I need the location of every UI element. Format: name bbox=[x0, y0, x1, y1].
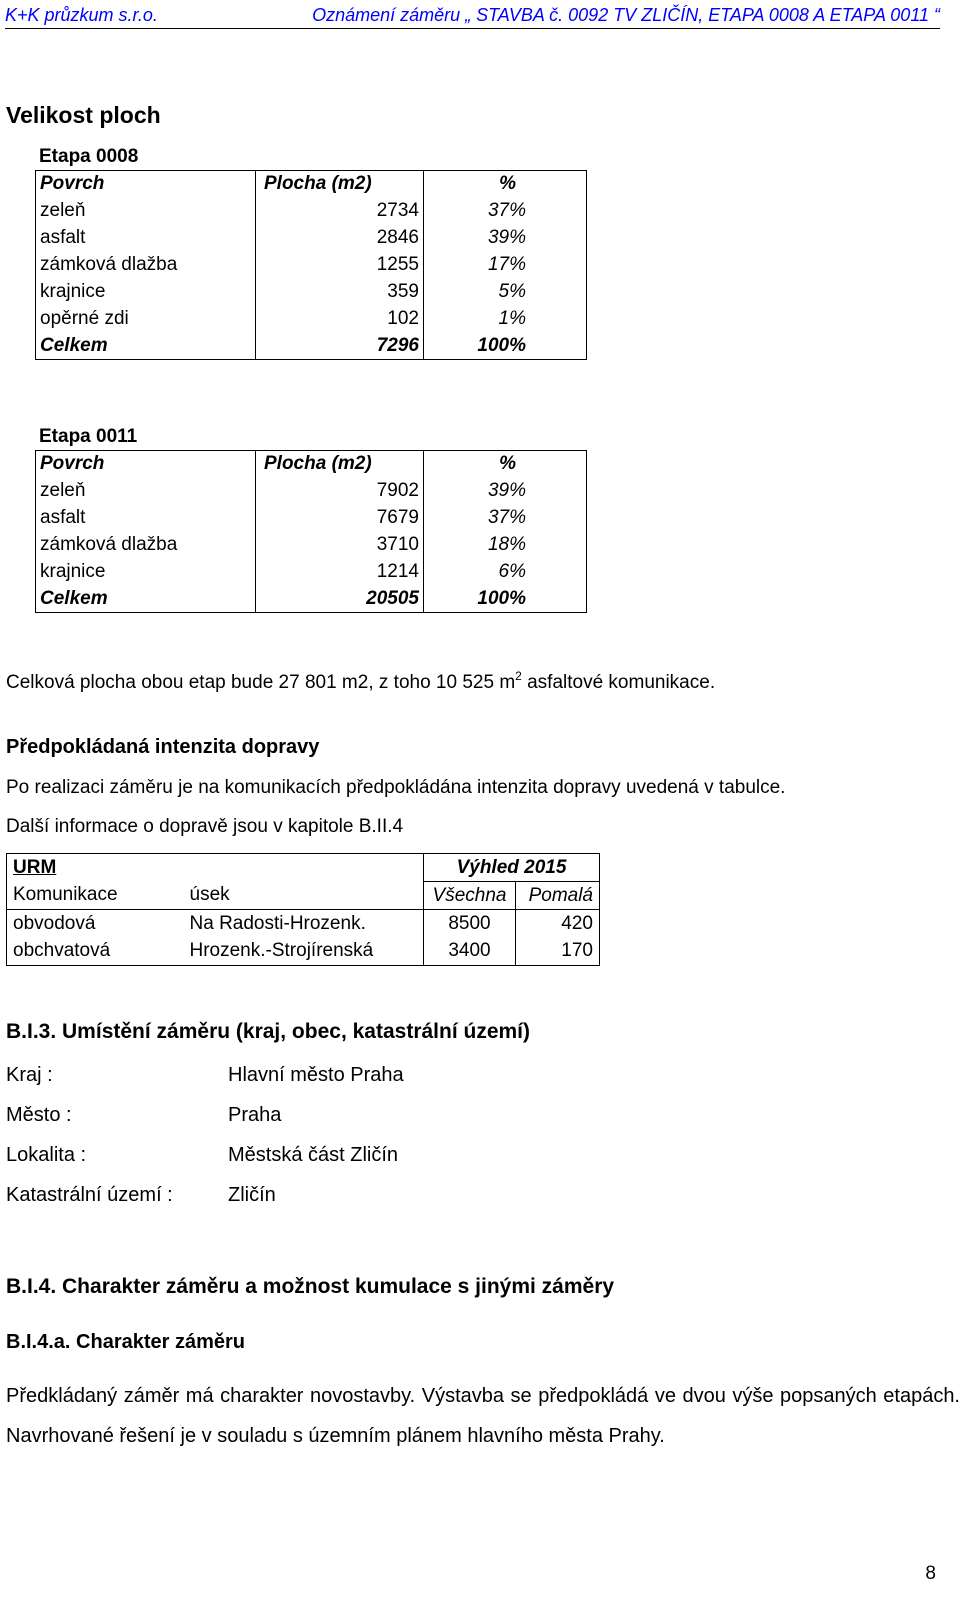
column-header: Povrch bbox=[36, 171, 256, 198]
table-total-row bbox=[36, 333, 587, 360]
table-cell: 7296 bbox=[256, 333, 424, 360]
traffic-heading: Předpokládaná intenzita dopravy bbox=[6, 736, 320, 758]
location-label: Katastrální území : bbox=[6, 1184, 173, 1206]
traffic-table-header-row bbox=[7, 854, 600, 882]
table-cell: 8500 bbox=[424, 910, 516, 938]
table-cell: 1214 bbox=[256, 559, 424, 586]
column-header: Plocha (m2) bbox=[256, 171, 424, 198]
table-cell: 37% bbox=[424, 505, 587, 532]
table-cell: 1255 bbox=[256, 252, 424, 279]
traffic-line-2: Další informace o dopravě jsou v kapitole B.II.4 bbox=[6, 816, 404, 837]
table-cell: krajnice bbox=[36, 279, 256, 306]
table-cell: zeleň bbox=[36, 198, 256, 225]
table-row bbox=[36, 279, 587, 306]
table-cell: 17% bbox=[424, 252, 587, 279]
table-row bbox=[36, 306, 587, 333]
table-cell: 359 bbox=[256, 279, 424, 306]
column-header: Plocha (m2) bbox=[256, 451, 424, 478]
table-cell: Hrozenk.-Strojírenská bbox=[184, 938, 424, 966]
character-heading: B.I.4. Charakter záměru a možnost kumulace s jinými záměry bbox=[6, 1275, 615, 1298]
table-cell: 3400 bbox=[424, 938, 516, 966]
table-cell: zámková dlažba bbox=[36, 252, 256, 279]
location-heading: B.I.3. Umístění záměru (kraj, obec, katastrální území) bbox=[6, 1020, 531, 1043]
table-row bbox=[7, 938, 600, 966]
location-label: Kraj : bbox=[6, 1064, 53, 1086]
etapa-0011-label: Etapa 0011 bbox=[39, 426, 138, 447]
etapa-0011-table bbox=[35, 450, 587, 613]
table-row bbox=[7, 910, 600, 938]
table-cell: 170 bbox=[516, 938, 600, 966]
column-header: Komunikace bbox=[7, 882, 184, 910]
table-cell: 39% bbox=[424, 225, 587, 252]
table-cell: opěrné zdi bbox=[36, 306, 256, 333]
table-row bbox=[36, 225, 587, 252]
traffic-line-1: Po realizaci záměru je na komunikacích předpokládána intenzita dopravy uvedená v tabulce. bbox=[6, 777, 786, 798]
table-cell: Na Radosti-Hrozenk. bbox=[184, 910, 424, 938]
location-value: Zličín bbox=[228, 1184, 276, 1206]
table-row bbox=[36, 505, 587, 532]
traffic-table-column-row bbox=[7, 882, 600, 910]
summary-text: Celková plocha obou etap bude 27 801 m2, z toho 10 525 m bbox=[6, 672, 516, 693]
area-summary bbox=[6, 669, 715, 694]
header-document-title: Oznámení záměru „ STAVBA č. 0092 TV ZLIČÍN, ETAPA 0008 A ETAPA 0011 “ bbox=[312, 5, 940, 25]
table-cell: obchvatová bbox=[7, 938, 184, 966]
table-cell: asfalt bbox=[36, 505, 256, 532]
table-cell: 37% bbox=[424, 198, 587, 225]
summary-text-end: asfaltové komunikace. bbox=[521, 672, 716, 693]
table-total-row bbox=[36, 586, 587, 613]
table-cell: 18% bbox=[424, 532, 587, 559]
location-value: Praha bbox=[228, 1104, 282, 1126]
table-cell: 100% bbox=[424, 586, 587, 613]
table-header-row bbox=[36, 171, 587, 198]
table-cell: 100% bbox=[424, 333, 587, 360]
table-row bbox=[36, 478, 587, 505]
table-cell: krajnice bbox=[36, 559, 256, 586]
column-header: úsek bbox=[189, 884, 230, 906]
table-cell: zámková dlažba bbox=[36, 532, 256, 559]
table-cell: 7679 bbox=[256, 505, 424, 532]
urm-label: URM bbox=[7, 854, 184, 882]
character-paragraph: Předkládaný záměr má charakter novostavby. Výstavba se předpokládá ve dvou výše popsaných etapách. Navrhované řešení je v souladu s územním plánem hlavního města Prahy. bbox=[6, 1385, 960, 1447]
table-cell: 102 bbox=[256, 306, 424, 333]
column-header: Povrch bbox=[36, 451, 256, 478]
page-number: 8 bbox=[925, 1563, 936, 1584]
column-header: Všechna bbox=[424, 882, 516, 910]
table-row bbox=[36, 559, 587, 586]
table-cell: 2846 bbox=[256, 225, 424, 252]
table-cell: 1% bbox=[424, 306, 587, 333]
table-cell: obvodová bbox=[7, 910, 184, 938]
blank-cell bbox=[184, 854, 424, 882]
table-cell: zeleň bbox=[36, 478, 256, 505]
table-row bbox=[36, 198, 587, 225]
table-cell: 39% bbox=[424, 478, 587, 505]
location-label: Lokalita : bbox=[6, 1144, 87, 1166]
table-cell: Celkem bbox=[36, 586, 256, 613]
etapa-0008-label: Etapa 0008 bbox=[39, 146, 139, 167]
table-cell: asfalt bbox=[36, 225, 256, 252]
table-header-row bbox=[36, 451, 587, 478]
location-value: Hlavní město Praha bbox=[228, 1064, 404, 1086]
table-row bbox=[36, 252, 587, 279]
traffic-table bbox=[6, 853, 600, 966]
table-cell: Celkem bbox=[36, 333, 256, 360]
table-cell: 5% bbox=[424, 279, 587, 306]
location-value: Městská část Zličín bbox=[228, 1144, 399, 1166]
table-cell: 6% bbox=[424, 559, 587, 586]
table-row bbox=[36, 532, 587, 559]
etapa-0008-table bbox=[35, 170, 587, 360]
header-company: K+K průzkum s.r.o. bbox=[5, 5, 158, 25]
character-subheading: B.I.4.a. Charakter záměru bbox=[6, 1331, 245, 1353]
outlook-header: Výhled 2015 bbox=[424, 854, 600, 882]
column-header: Pomalá bbox=[516, 882, 600, 910]
page-header bbox=[5, 2, 940, 29]
table-cell: 420 bbox=[516, 910, 600, 938]
table-cell: 7902 bbox=[256, 478, 424, 505]
column-header: % bbox=[424, 451, 587, 478]
location-label: Město : bbox=[6, 1104, 72, 1126]
table-cell: 3710 bbox=[256, 532, 424, 559]
summary-superscript: 2 bbox=[515, 669, 522, 683]
column-header: % bbox=[424, 171, 587, 198]
table-cell: 20505 bbox=[256, 586, 424, 613]
table-cell: 2734 bbox=[256, 198, 424, 225]
section-title: Velikost ploch bbox=[6, 102, 161, 128]
